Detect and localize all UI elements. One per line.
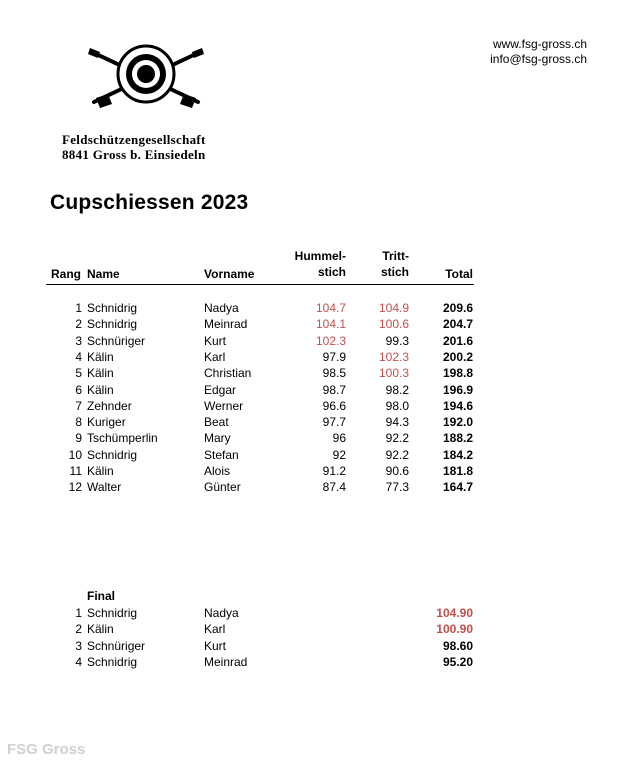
total-cell: 184.2 — [442, 447, 473, 462]
col-first-name: Vorname — [204, 267, 255, 281]
tritt-cell: 77.3 — [385, 480, 409, 495]
table-row — [0, 399, 620, 415]
final-row — [0, 639, 620, 655]
final-total-cell: 100.90 — [436, 622, 473, 637]
hummel-cell: 96.6 — [322, 398, 346, 413]
rank-cell: 12 — [68, 480, 82, 495]
name-cell: Schnüriger — [87, 333, 146, 348]
final-total-cell: 95.20 — [442, 654, 473, 669]
table-row — [0, 350, 620, 366]
first-name-cell: Nadya — [204, 301, 239, 315]
name-cell: Kälin — [87, 464, 114, 478]
rank-cell: 8 — [75, 415, 82, 430]
rank-cell: 10 — [68, 447, 82, 462]
total-cell: 194.6 — [442, 398, 473, 413]
final-first-name-cell: Nadya — [204, 606, 239, 620]
rank-cell: 6 — [75, 382, 82, 397]
tritt-cell: 98.2 — [385, 382, 409, 397]
rank-cell: 3 — [75, 333, 82, 348]
rank-cell: 7 — [75, 398, 82, 413]
total-cell: 209.6 — [442, 301, 473, 315]
table-row — [0, 464, 620, 480]
final-rank-cell: 2 — [75, 622, 82, 637]
col-hummel-line2: stich — [317, 265, 346, 279]
final-name-cell: Schnidrig — [87, 654, 138, 669]
name-cell: Kälin — [87, 382, 114, 397]
table-row — [0, 415, 620, 431]
final-name-cell: Kälin — [87, 622, 114, 637]
rank-cell: 11 — [69, 464, 82, 478]
final-row — [0, 606, 620, 622]
hummel-cell: 97.7 — [322, 415, 346, 430]
tritt-cell: 92.2 — [385, 431, 409, 446]
col-name: Name — [87, 267, 120, 281]
tritt-cell: 90.6 — [385, 464, 409, 478]
first-name-cell: Mary — [204, 431, 231, 446]
tritt-cell: 99.3 — [385, 333, 409, 348]
name-cell: Kuriger — [87, 415, 126, 430]
rank-cell: 2 — [75, 317, 82, 332]
col-tritt-line2: stich — [380, 265, 409, 279]
total-cell: 192.0 — [442, 415, 473, 430]
total-cell: 198.8 — [442, 366, 473, 381]
tritt-cell: 100.3 — [378, 366, 409, 381]
final-row — [0, 655, 620, 671]
first-name-cell: Günter — [204, 480, 241, 495]
final-rank-cell: 4 — [75, 654, 82, 669]
final-rank-cell: 3 — [75, 638, 82, 653]
club-name: Feldschützengesellschaft — [62, 132, 206, 147]
total-cell: 188.2 — [442, 431, 473, 446]
name-cell: Tschümperlin — [87, 431, 158, 446]
hummel-cell: 102.3 — [315, 333, 346, 348]
table-row — [0, 383, 620, 399]
col-rank: Rang — [51, 267, 81, 281]
final-rank-cell: 1 — [75, 606, 82, 620]
name-cell: Schnidrig — [87, 301, 138, 315]
total-cell: 164.7 — [442, 480, 473, 495]
tritt-cell: 92.2 — [385, 447, 409, 462]
table-row — [0, 431, 620, 447]
rank-cell: 9 — [75, 431, 82, 446]
first-name-cell: Christian — [204, 366, 252, 381]
hummel-cell: 92 — [332, 447, 346, 462]
table-row — [0, 448, 620, 464]
total-cell: 181.8 — [442, 464, 473, 478]
name-cell: Kälin — [87, 349, 114, 364]
name-cell: Schnidrig — [87, 447, 138, 462]
header-divider — [46, 284, 474, 285]
hummel-cell: 87.4 — [322, 480, 346, 495]
final-name-cell: Schnüriger — [87, 638, 146, 653]
final-total-cell: 104.90 — [436, 606, 473, 620]
tritt-cell: 94.3 — [385, 415, 409, 430]
hummel-cell: 91.2 — [322, 464, 346, 478]
final-name-cell: Schnidrig — [87, 606, 138, 620]
tritt-cell: 98.0 — [385, 398, 409, 413]
final-total-cell: 98.60 — [442, 638, 473, 653]
total-cell: 201.6 — [442, 333, 473, 348]
table-row — [0, 334, 620, 350]
first-name-cell: Werner — [204, 398, 244, 413]
first-name-cell: Meinrad — [204, 317, 248, 332]
hummel-cell: 98.7 — [322, 382, 346, 397]
email: info@fsg-gross.ch — [490, 52, 587, 66]
hummel-cell: 98.5 — [322, 366, 346, 381]
hummel-cell: 104.7 — [315, 301, 346, 315]
tritt-cell: 104.9 — [378, 301, 409, 315]
name-cell: Schnidrig — [87, 317, 138, 332]
first-name-cell: Stefan — [204, 447, 239, 462]
name-cell: Zehnder — [87, 398, 132, 413]
final-first-name-cell: Kurt — [204, 638, 227, 653]
first-name-cell: Edgar — [204, 382, 237, 397]
first-name-cell: Karl — [204, 349, 226, 364]
total-cell: 204.7 — [442, 317, 473, 332]
col-tritt-line1: Tritt- — [382, 249, 409, 263]
website: www.fsg-gross.ch — [492, 37, 587, 51]
final-row — [0, 622, 620, 638]
col-total: Total — [445, 267, 473, 281]
table-row — [0, 366, 620, 382]
total-cell: 196.9 — [442, 382, 473, 397]
rank-cell: 5 — [75, 366, 82, 381]
final-label: Final — [87, 589, 116, 603]
first-name-cell: Beat — [204, 415, 229, 430]
tritt-cell: 100.6 — [378, 317, 409, 332]
name-cell: Kälin — [87, 366, 114, 381]
hummel-cell: 104.1 — [315, 317, 346, 332]
final-first-name-cell: Karl — [204, 622, 226, 637]
crossed-rifles-target-icon — [86, 42, 206, 114]
rank-cell: 4 — [75, 349, 82, 364]
table-row — [0, 480, 620, 496]
tritt-cell: 102.3 — [378, 349, 409, 364]
club-address: 8841 Gross b. Einsiedeln — [62, 147, 206, 162]
rank-cell: 1 — [75, 301, 82, 315]
table-row — [0, 317, 620, 333]
col-hummel-line1: Hummel- — [294, 249, 346, 263]
hummel-cell: 97.9 — [322, 349, 346, 364]
first-name-cell: Alois — [204, 464, 231, 478]
name-cell: Walter — [87, 480, 122, 495]
hummel-cell: 96 — [332, 431, 346, 446]
first-name-cell: Kurt — [204, 333, 227, 348]
final-first-name-cell: Meinrad — [204, 654, 248, 669]
total-cell: 200.2 — [442, 349, 473, 364]
footer-brand: FSG Gross — [7, 741, 86, 758]
table-row — [0, 301, 620, 317]
page-title: Cupschiessen 2023 — [50, 191, 249, 214]
